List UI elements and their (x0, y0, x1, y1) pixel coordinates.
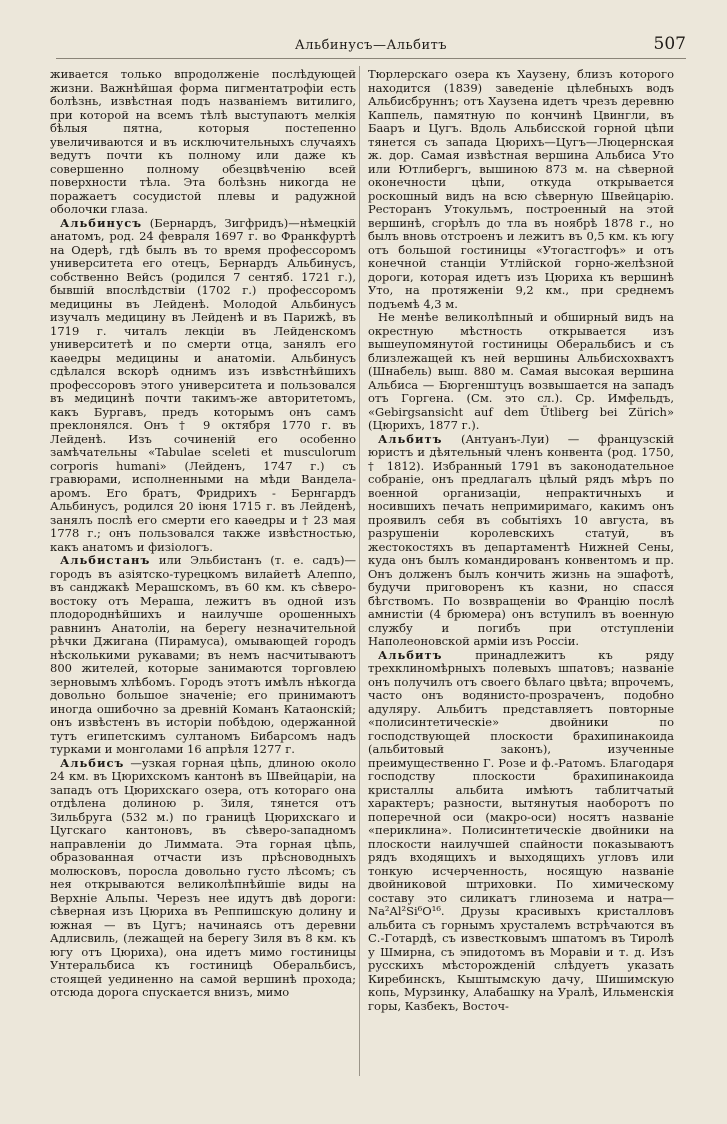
article-entry (50, 217, 356, 555)
paragraph-text: Не менѣе великолѣпный и обширный видъ на окрестную мѣстность открывается изъ вышеупомянутой гостиницы Оберальбисъ и съ близлежащей къ ней вершины Альбисхохвахтъ (Шнабель) выш. 880 м. Самая высокая вершина Альбиса — Бюргенштуцъ возвышается на западъ отъ Горгена. (См. это сл.). Ср. Имфельдъ, «Gebirgsansicht auf dem Ütliberg bei Zürich» (Цюрихъ, 1877 г.). (368, 310, 674, 432)
right-column (368, 68, 674, 1013)
continued-paragraph (50, 68, 356, 217)
running-head: Альбинусъ—Альбитъ (294, 38, 448, 53)
article-entry (50, 554, 356, 757)
continued-paragraph (368, 68, 674, 311)
paragraph-text: живается только впродолженіе послѣдующей жизни. Важнѣйшая форма пигментатрофіи есть болѣзнь, извѣстная подъ названіемъ витилиго, при которой на всемъ тѣлѣ выступаютъ мелкія бѣлыя пятна, которыя постепенно увеличиваются и въ исключительныхъ случаяхъ ведутъ почти къ полному или даже къ совершенно полному обезцвѣченію всей поверхности тѣла. Эта болѣзнь никогда не поражаетъ сосудистой плевы и радужной оболочки глаза. (50, 67, 356, 216)
article-entry (368, 649, 674, 1014)
paragraph-text: Тюрлерскаго озера къ Хаузену, близъ которого находится (1839) заведеніе цѣлебныхъ водъ Альбисбруннъ; отъ Хаузена идетъ чрезъ деревню Каппель, памятную по кончинѣ Цвингли, въ Бааръ и Цугъ. Вдоль Альбисской горной цѣпи тянется съ запада Цюрихъ—Цугъ—Люцернская ж. дор. Самая извѣстная вершина Альбиса Уто или Ютлибергъ, вышиною 873 м. на сѣверной оконечности цѣпи, откуда открывается роскошный видъ на всю сѣверную Швейцарію. Ресторанъ Утокульмъ, построенный на этой вершинѣ, сгорѣлъ до тла въ ноябрѣ 1878 г., но былъ вновь отстроенъ и лежитъ въ 0,5 км. къ югу отъ большой гостиницы «Утогастгофъ» и отъ конечной станціи Утлійской горно-желѣзной дороги, которая идетъ изъ Цюриха къ вершинѣ Уто, на протяженіи 9,2 км., при среднемъ подъемѣ 4,3 м. (368, 67, 674, 311)
paragraph-text: (Антуанъ-Луи) — французскій юристъ и дѣятельный членъ конвента (род. 1750, † 1812). Избранный 1791 въ законодательное собраніе, онъ предлагалъ цѣлый рядъ мѣръ по военной организаціи, непрактичныхъ и носившихъ печать непримиримаго, какимъ онъ проявилъ себя въ событіяхъ 10 августа, въ разрушеніи королевскихъ статуй, въ жестокостяхъ въ департаментѣ Нижней Сены, куда онъ былъ командированъ конвентомъ и пр. Онъ долженъ былъ кончить жизнь на эшафотѣ, будучи приговоренъ къ казни, но спасся бѣгствомъ. По возвращеніи во Францію послѣ амнистіи (4 брюмера) онъ вступилъ въ военную службу и погибъ при отступленіи Наполеоновской арміи изъ Россіи. (368, 431, 674, 648)
left-column (50, 68, 356, 1000)
page-header (56, 34, 686, 58)
header-rule (56, 58, 686, 59)
article-entry (368, 433, 674, 649)
column-divider (359, 66, 360, 1076)
entry-headword: Альбисъ (60, 755, 125, 770)
paragraph-text: принадлежитъ къ ряду трехклиномѣрныхъ полевыхъ шпатовъ; названіе онъ получилъ отъ своего бѣлаго цвѣта; впрочемъ, часто онъ водянисто-прозраченъ, подобно адуляру. Альбитъ представляетъ повторные «полисинтетическіе» двойники по господствующей плоскости брахипинакоида (альбитовый законъ), изученные преимущественно Г. Розе и ф.-Ратомъ. Благодаря господству плоскости брахипинакоида кристаллы альбита имѣютъ таблитчатый характеръ; разности, вытянутыя наоборотъ по поперечной оси (макро-оси) носятъ названіе «периклина». Полисинтетическіе двойники на плоскости наилучшей спайности показываютъ рядъ входящихъ и выходящихъ угловъ или тонкую исчерченность, носящую названіе двойниковой штриховки. По химическому составу это силикатъ глинозема и натра—Na²Al²Si⁶O¹⁶. Друзы красивыхъ кристалловъ альбита съ горнымъ хрусталемъ встрѣчаются въ С.-Готардѣ, съ известковымъ шпатомъ въ Тиролѣ у Шмирна, съ эпидотомъ въ Моравіи и т. д. Изъ русскихъ мѣсторожденій слѣдуетъ указать Киребинскъ, Кыштымскую дачу, Шишимскую копь, Мурзинку, Алабашку на Уралѣ, Ильменскія горы, Казбекъ, Восточ- (368, 647, 675, 1013)
page-number: 507 (653, 34, 686, 54)
paragraph-text: —узкая горная цѣпь, длиною около 24 км. въ Цюрихскомъ кантонѣ въ Швейцаріи, на западъ отъ Цюрихскаго озера, отъ котораго она отдѣлена долиною р. Зиля, тянется отъ Зильбруга (532 м.) по границѣ Цюрихскаго и Цугскаго кантоновъ, въ сѣверо-западномъ направленіи до Лиммата. Эта горная цѣпь, образованная отчасти изъ прѣсноводныхъ молюсковъ, поросла довольно густо лѣсомъ; съ нея открываются великолѣпнѣйшіе виды на Верхніе Альпы. Черезъ нее идутъ двѣ дороги: сѣверная изъ Цюриха въ Реппишскую долину и южная — въ Цугъ; начинаясь отъ деревни Адлисвиль, (лежащей на берегу Зиля въ 8 км. къ югу отъ Цюриха), она идетъ мимо гостиницы Унтеральбиса къ гостиницѣ Оберальбисъ, стоящей уединенно на самой вершинѣ прохода; отсюда дорога спускается внизъ, мимо (50, 755, 357, 999)
article-entry (50, 757, 356, 1000)
paragraph (368, 311, 674, 433)
paragraph-text: (Бернардъ, Зигфридъ)—нѣмецкій анатомъ, род. 24 февраля 1697 г. во Франкфуртѣ на Одерѣ, гдѣ былъ въ то время профессоромъ университета его отецъ, Бернардъ Альбинусъ, собственно Вейсъ (родился 7 сентяб. 1721 г.), бывшій впослѣдствіи (1702 г.) профессоромъ медицины въ Лейденѣ. Молодой Альбинусъ изучалъ медицину въ Лейденѣ и въ Парижѣ, въ 1719 г. читалъ лекціи въ Лейденскомъ университетѣ и по смерти отца, занялъ его каѳедры медицины и анатоміи. Альбинусъ сдѣлался вскорѣ однимъ изъ извѣстнѣйшихъ профессоровъ этого университета и пользовался въ медицинѣ почти такимъ-же авторитетомъ, какъ Бургавъ, предъ которымъ онъ самъ преклонялся. Онъ † 9 октября 1770 г. въ Лейденѣ. Изъ сочиненій его особенно замѣчательны «Tabulae sceleti et musculorum corporis humani» (Лейденъ, 1747 г.) съ гравюрами, исполненными на мѣди Ванделааромъ. Его братъ, Фридрихъ - Бернгардъ Альбинусъ, родился 20 іюня 1715 г. въ Лейденѣ, занялъ послѣ его смерти его каѳедры и † 23 мая 1778 г.; онъ пользовался также извѣстностью, какъ анатомъ и физіологъ. (50, 215, 356, 554)
paragraph-text: или Эльбистанъ (т. е. садъ)—городъ въ азіятско-турецкомъ вилайетѣ Алеппо, въ санджакѣ Мерашскомъ, въ 60 км. къ сѣверо-востоку отъ Мераша, лежитъ въ одной изъ плодороднѣйшихъ и наилучше орошенныхъ равнинъ Анатоліи, на берегу незначительной рѣчки Джигана (Пирамуса), омывающей городъ нѣсколькими рукавами; въ немъ насчитываютъ 800 жителей, которые занимаются торговлею зерновымъ хлѣбомъ. Городъ этотъ имѣлъ нѣкогда довольно большое значеніе; его принимаютъ иногда ошибочно за древній Команъ Катаонскій; онъ извѣстенъ въ исторіи побѣдою, одержанной тутъ египетскимъ султаномъ Бибарсомъ надъ турками и монголами 16 апрѣля 1277 г. (50, 553, 356, 756)
entry-headword: Альбистанъ (60, 553, 151, 567)
entry-headword: Альбитъ (378, 431, 443, 446)
entry-headword: Альбитъ (378, 647, 443, 662)
entry-headword: Альбинусъ (60, 215, 143, 230)
